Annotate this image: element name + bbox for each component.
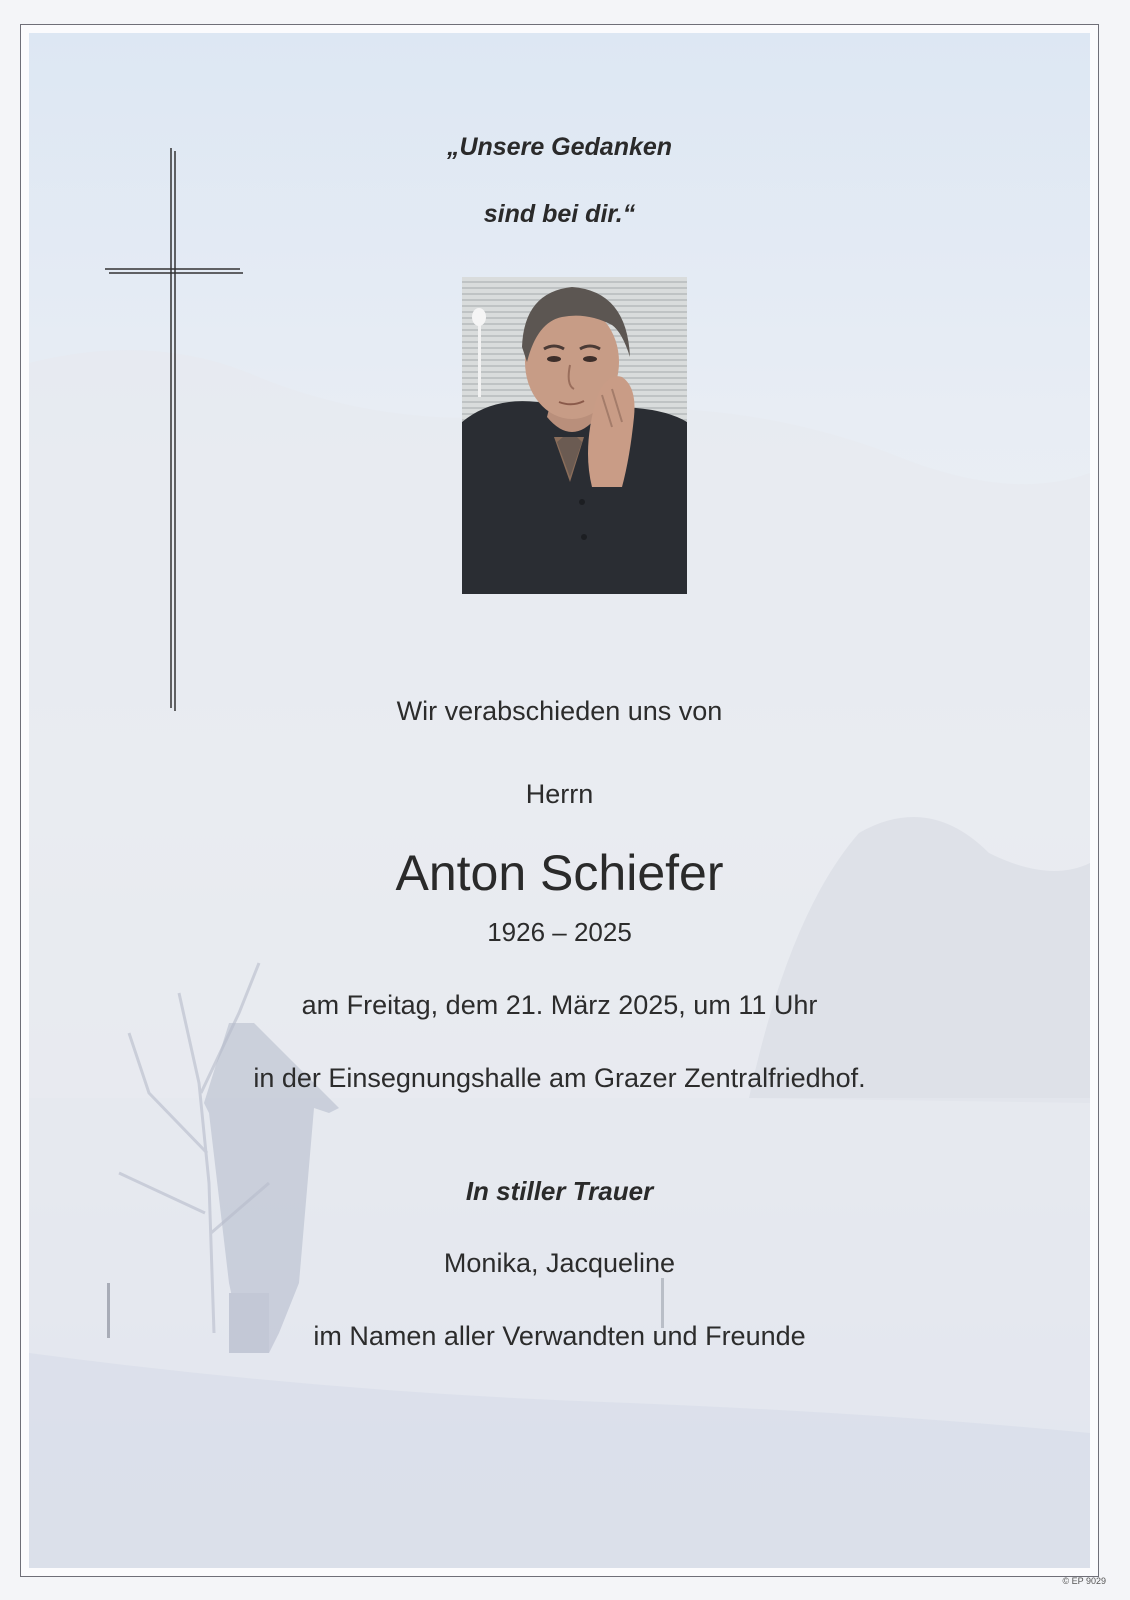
farewell-text: Wir verabschieden uns von <box>396 696 723 726</box>
salutation-text: Herrn <box>525 779 594 809</box>
copyright-notice: © EP 9029 <box>1062 1576 1106 1586</box>
ceremony-date: am Freitag, dem 21. März 2025, um 11 Uhr <box>301 990 818 1020</box>
cross-icon <box>105 148 245 713</box>
mourner-names: Monika, Jacqueline <box>443 1248 676 1278</box>
obituary-card <box>29 33 1090 1568</box>
portrait-photo <box>462 277 687 594</box>
mourning-note: im Namen aller Verwandten und Freunde <box>313 1321 806 1351</box>
mourning-heading: In stiller Trauer <box>465 1176 654 1206</box>
quote-line-1: „Unsere Gedanken <box>446 133 673 161</box>
ceremony-place: in der Einsegnungshalle am Grazer Zentralfriedhof. <box>253 1063 866 1093</box>
deceased-name: Anton Schiefer <box>395 845 724 901</box>
life-years: 1926 – 2025 <box>487 917 632 947</box>
obituary-sheet <box>20 24 1099 1577</box>
quote-line-2: sind bei dir.“ <box>483 200 636 228</box>
